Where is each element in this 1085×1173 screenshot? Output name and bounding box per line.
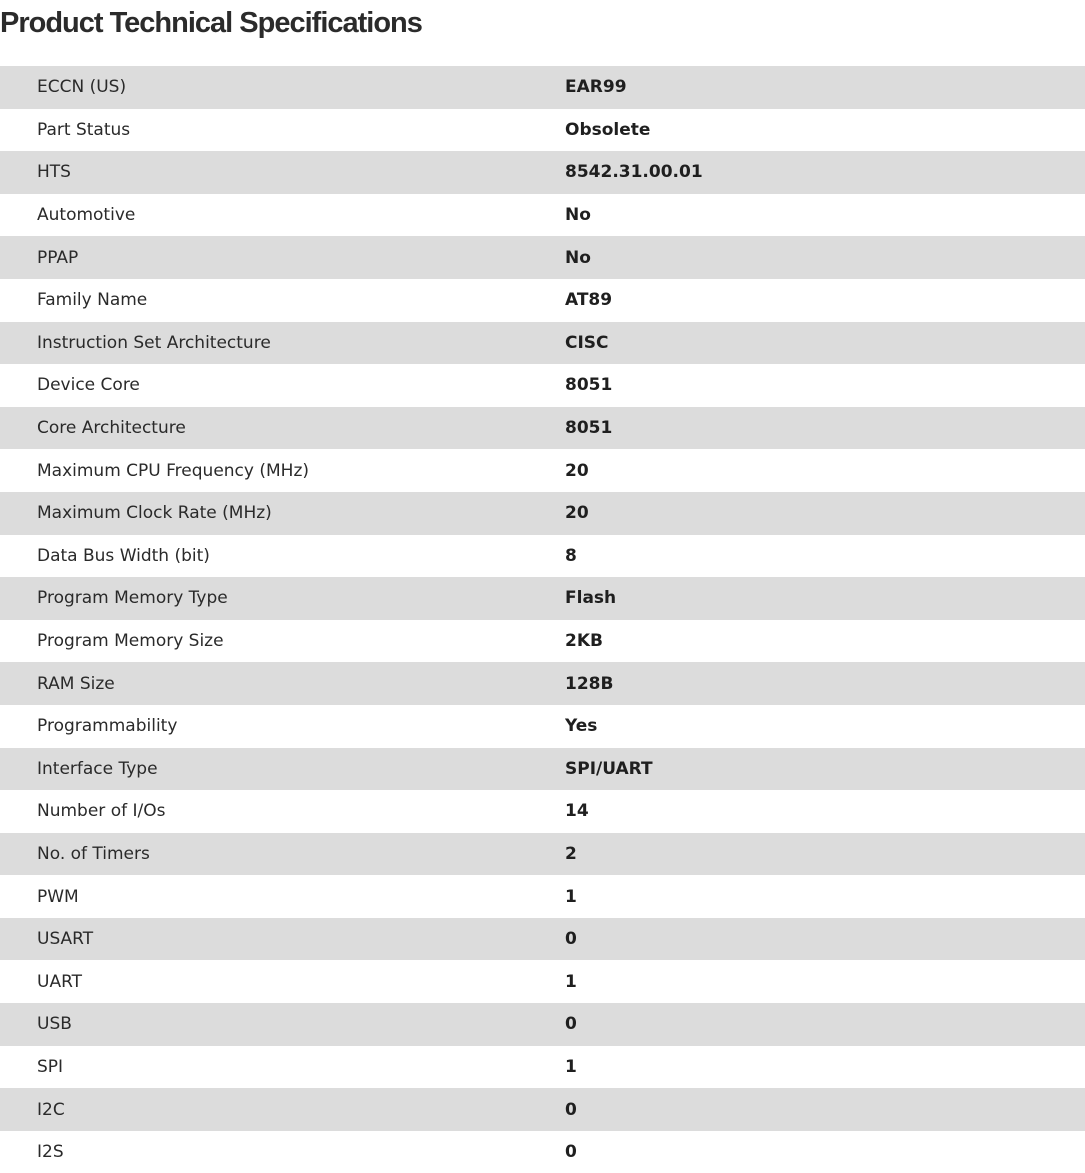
spec-value: 2KB <box>565 631 603 652</box>
table-row <box>0 492 1085 535</box>
spec-value: Flash <box>565 588 617 609</box>
spec-value: SPI/UART <box>565 758 653 779</box>
spec-label: PPAP <box>37 247 79 268</box>
spec-value: 8 <box>565 545 577 566</box>
spec-label: ECCN (US) <box>37 77 127 98</box>
spec-value: No <box>565 205 591 226</box>
table-row <box>0 109 1085 152</box>
table-row <box>0 407 1085 450</box>
table-row <box>0 279 1085 322</box>
table-row <box>0 322 1085 365</box>
spec-label: PWM <box>37 886 79 907</box>
table-row <box>0 577 1085 620</box>
spec-value: 20 <box>565 460 589 481</box>
table-row <box>0 748 1085 791</box>
spec-value: 14 <box>565 801 589 822</box>
table-row <box>0 151 1085 194</box>
spec-table <box>0 66 1085 1173</box>
spec-label: USB <box>37 1014 72 1035</box>
spec-value: Obsolete <box>565 119 651 140</box>
table-row <box>0 535 1085 578</box>
spec-label: SPI <box>37 1056 64 1077</box>
table-row <box>0 66 1085 109</box>
table-row <box>0 662 1085 705</box>
spec-label: Data Bus Width (bit) <box>37 545 210 566</box>
spec-value: 1 <box>565 971 577 992</box>
spec-label: I2C <box>37 1099 65 1120</box>
spec-label: Instruction Set Architecture <box>37 332 271 353</box>
table-row <box>0 236 1085 279</box>
table-row <box>0 1088 1085 1131</box>
table-row <box>0 1046 1085 1089</box>
spec-value: 8051 <box>565 375 613 396</box>
spec-label: Number of I/Os <box>37 801 166 822</box>
spec-value: Yes <box>565 716 598 737</box>
table-row <box>0 918 1085 961</box>
spec-label: Program Memory Type <box>37 588 228 609</box>
spec-label: Core Architecture <box>37 418 186 439</box>
spec-label: RAM Size <box>37 673 115 694</box>
spec-value: CISC <box>565 332 609 353</box>
table-row <box>0 449 1085 492</box>
table-row <box>0 833 1085 876</box>
spec-value: No <box>565 247 591 268</box>
table-row <box>0 194 1085 237</box>
spec-value: 1 <box>565 1056 577 1077</box>
spec-value: 2 <box>565 843 577 864</box>
spec-label: Device Core <box>37 375 140 396</box>
spec-value: 0 <box>565 1099 577 1120</box>
spec-value: 20 <box>565 503 589 524</box>
spec-value: AT89 <box>565 290 613 311</box>
table-row <box>0 1003 1085 1046</box>
spec-value: 0 <box>565 1014 577 1035</box>
spec-label: Part Status <box>37 119 131 140</box>
table-row <box>0 960 1085 1003</box>
spec-value: 8051 <box>565 418 613 439</box>
spec-value: 128B <box>565 673 614 694</box>
spec-value: 1 <box>565 886 577 907</box>
spec-label: I2S <box>37 1142 64 1163</box>
table-row <box>0 620 1085 663</box>
spec-value: 8542.31.00.01 <box>565 162 703 183</box>
table-row <box>0 705 1085 748</box>
spec-label: Program Memory Size <box>37 631 224 652</box>
spec-label: Family Name <box>37 290 148 311</box>
page-title: Product Technical Specifications <box>0 7 422 39</box>
spec-label: HTS <box>37 162 71 183</box>
table-row <box>0 364 1085 407</box>
spec-label: UART <box>37 971 83 992</box>
spec-label: USART <box>37 929 94 950</box>
spec-value: 0 <box>565 929 577 950</box>
spec-label: Interface Type <box>37 758 158 779</box>
spec-label: Maximum CPU Frequency (MHz) <box>37 460 309 481</box>
spec-label: No. of Timers <box>37 843 150 864</box>
table-row <box>0 790 1085 833</box>
spec-value: EAR99 <box>565 77 627 98</box>
spec-label: Automotive <box>37 205 136 226</box>
spec-label: Programmability <box>37 716 178 737</box>
spec-label: Maximum Clock Rate (MHz) <box>37 503 272 524</box>
table-row <box>0 875 1085 918</box>
spec-value: 0 <box>565 1142 577 1163</box>
